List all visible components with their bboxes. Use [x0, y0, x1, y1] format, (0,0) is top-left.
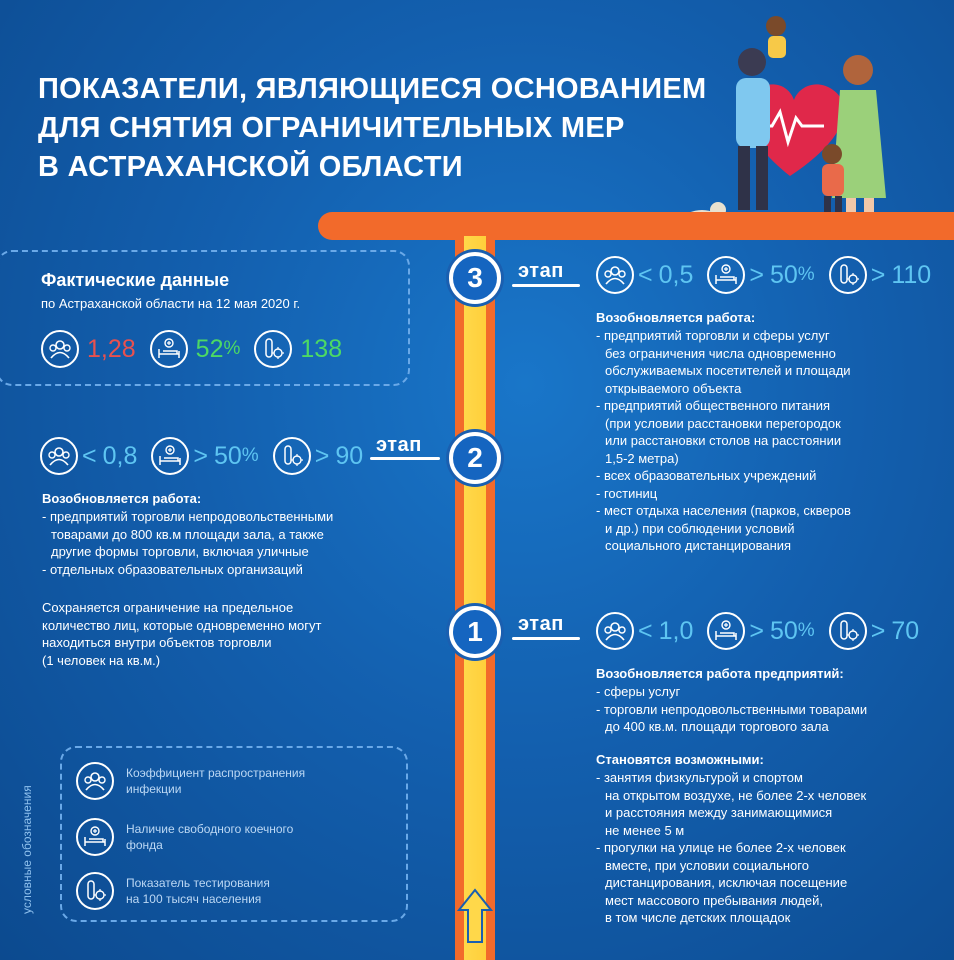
stage-1-circle: 1 [449, 606, 501, 658]
legend-item-line-1: Наличие свободного коечного [126, 822, 294, 836]
stage-1-tests-op: > [870, 616, 886, 645]
list-item: (при условии расстановки перегородок [605, 415, 841, 431]
test-tube-virus-icon [273, 437, 311, 475]
hospital-bed-icon [151, 437, 189, 475]
actual-beds-value: 52 [195, 334, 224, 363]
page-title [38, 70, 738, 187]
stage-2-beds-value: 50 [213, 441, 242, 470]
list-item: в том числе детских площадок [605, 910, 791, 925]
stage-2-infection-value: 0,8 [102, 441, 138, 470]
list-item: - отдельных образовательных организаций [42, 561, 303, 577]
legend-item [76, 872, 270, 910]
legend-item-line-2: инфекции [126, 782, 182, 796]
note-line: (1 человек на кв.м.) [42, 652, 161, 668]
list-item: и расстояния между занимающимися [605, 805, 833, 820]
legend-item-line-2: фонда [126, 838, 163, 852]
stage-3-infection-op: < [638, 260, 653, 289]
people-group-icon [596, 256, 634, 294]
list-item: вместе, при условии социального [605, 857, 809, 873]
stage-2-beds-op: > [193, 441, 208, 470]
list-item: 1,5-2 метра) [605, 450, 679, 466]
list-item: другие формы торговли, включая уличные [51, 544, 309, 559]
list-item: на открытом воздухе, не более 2-х человек [605, 787, 867, 803]
stage-3-beds-op: > [749, 260, 764, 289]
stage-2-tests-value: 90 [335, 441, 364, 470]
timeline-horizontal-bar [318, 212, 954, 240]
list-item: обслуживаемых посетителей и площади [605, 363, 851, 378]
stage-1-infection-op: < [638, 616, 653, 645]
list-item: мест массового пребывания людей, [605, 892, 824, 908]
stage-1-underline [512, 637, 580, 640]
people-group-icon [41, 330, 79, 368]
list-item: открываемого объекта [605, 380, 742, 396]
family-heart-illustration [672, 8, 902, 236]
hospital-bed-icon [76, 818, 114, 856]
list-item: - предприятий общественного питания [596, 398, 831, 413]
stage-3-beds-unit: % [797, 264, 815, 285]
legend-title: условные обозначения [20, 785, 34, 914]
stage-2-label: этап [376, 434, 422, 456]
actual-data-heading: Фактические данные [41, 270, 230, 290]
list-item: - прогулки на улице не более 2-х человек [596, 840, 846, 855]
stage-3-infection-value: 0,5 [658, 260, 694, 289]
stage-3-tests-op: > [870, 260, 886, 289]
stage-1-heading-2: Становятся возможными: [596, 752, 764, 767]
list-item: - сферы услуг [596, 684, 681, 699]
stage-3-beds-value: 50 [769, 260, 798, 289]
actual-infection-value: 1,28 [87, 334, 136, 363]
legend-item-line-1: Коэффициент распространения [126, 766, 306, 780]
actual-metrics [41, 330, 342, 368]
test-tube-virus-icon [829, 256, 867, 294]
list-item: без ограничения числа одновременно [605, 345, 836, 361]
stage-3-circle: 3 [449, 252, 501, 304]
timeline-road [455, 236, 495, 960]
stage-2-list [42, 508, 412, 578]
note-line: количество лиц, которые одновременно могут [42, 617, 322, 633]
stage-2-underline [370, 457, 440, 460]
legend-item-line-2: на 100 тысяч населения [126, 892, 262, 906]
list-item: товарами до 800 кв.м площади зала, а также [51, 526, 324, 542]
list-item: социального дистанцирования [605, 538, 792, 553]
list-item: не менее 5 м [605, 822, 685, 838]
stage-2-heading: Возобновляется работа: [42, 491, 202, 506]
actual-data-subheading: по Астраханской области на 12 мая 2020 г. [41, 296, 301, 311]
legend-item-line-1: Показатель тестирования [126, 876, 270, 890]
test-tube-virus-icon [254, 330, 292, 368]
stage-1-tests-value: 70 [891, 616, 920, 645]
list-item: - торговли непродовольственными товарами [596, 701, 868, 717]
stage-2-circle: 2 [449, 432, 501, 484]
stage-2-tests-op: > [314, 441, 330, 470]
list-item: - гостиниц [596, 485, 658, 501]
list-item: или расстановки столов на расстоянии [605, 433, 842, 448]
hospital-bed-icon [707, 256, 745, 294]
stage-2-infection-op: < [82, 441, 97, 470]
note-line: находиться внутри объектов торговли [42, 635, 272, 650]
title-line-2: ДЛЯ СНЯТИЯ ОГРАНИЧИТЕЛЬНЫХ МЕР [38, 112, 625, 144]
stage-2-note [42, 599, 412, 669]
people-group-icon [596, 612, 634, 650]
stage-3-heading: Возобновляется работа: [596, 310, 756, 325]
list-item: - всех образовательных учреждений [596, 468, 817, 483]
test-tube-virus-icon [829, 612, 867, 650]
legend-item [76, 762, 305, 800]
stage-1-beds-value: 50 [769, 616, 798, 645]
test-tube-virus-icon [76, 872, 114, 910]
title-line-1: ПОКАЗАТЕЛИ, ЯВЛЯЮЩИЕСЯ ОСНОВАНИЕМ [38, 73, 707, 105]
stage-2-beds-unit: % [241, 445, 259, 466]
title-line-3: В АСТРАХАНСКОЙ ОБЛАСТИ [38, 151, 463, 183]
legend-box [60, 746, 408, 922]
stage-3-tests-value: 110 [891, 260, 932, 289]
actual-data-box [0, 250, 410, 386]
list-item: - предприятий торговли непродовольственными [42, 509, 334, 524]
stage-2-metrics [40, 437, 363, 475]
stage-1-infection-value: 1,0 [658, 616, 694, 645]
stage-3-label: этап [518, 260, 564, 282]
stage-1-heading: Возобновляется работа предприятий: [596, 666, 844, 681]
stage-3-list [596, 327, 946, 555]
people-group-icon [76, 762, 114, 800]
note-line: Сохраняется ограничение на предельное [42, 600, 294, 615]
list-item: - занятия физкультурой и спортом [596, 770, 803, 785]
actual-tests-value: 138 [300, 334, 343, 363]
list-item: до 400 кв.м. площади торгового зала [605, 719, 829, 734]
list-item: и др.) при соблюдении условий [605, 520, 795, 536]
hospital-bed-icon [707, 612, 745, 650]
stage-3-metrics [596, 256, 931, 294]
up-arrow-icon [457, 888, 493, 944]
people-group-icon [40, 437, 78, 475]
stage-1-label: этап [518, 613, 564, 635]
stage-1-list [596, 683, 946, 736]
actual-beds-unit: % [223, 338, 241, 359]
stage-1-beds-op: > [749, 616, 764, 645]
list-item: дистанцирования, исключая посещение [605, 875, 848, 890]
stage-1-metrics [596, 612, 919, 650]
hospital-bed-icon [150, 330, 188, 368]
legend-item [76, 818, 293, 856]
list-item: - мест отдыха населения (парков, скверов [596, 503, 851, 518]
stage-1-list-2 [596, 769, 946, 927]
list-item: - предприятий торговли и сферы услуг [596, 328, 830, 343]
stage-1-beds-unit: % [797, 620, 815, 641]
stage-3-underline [512, 284, 580, 287]
